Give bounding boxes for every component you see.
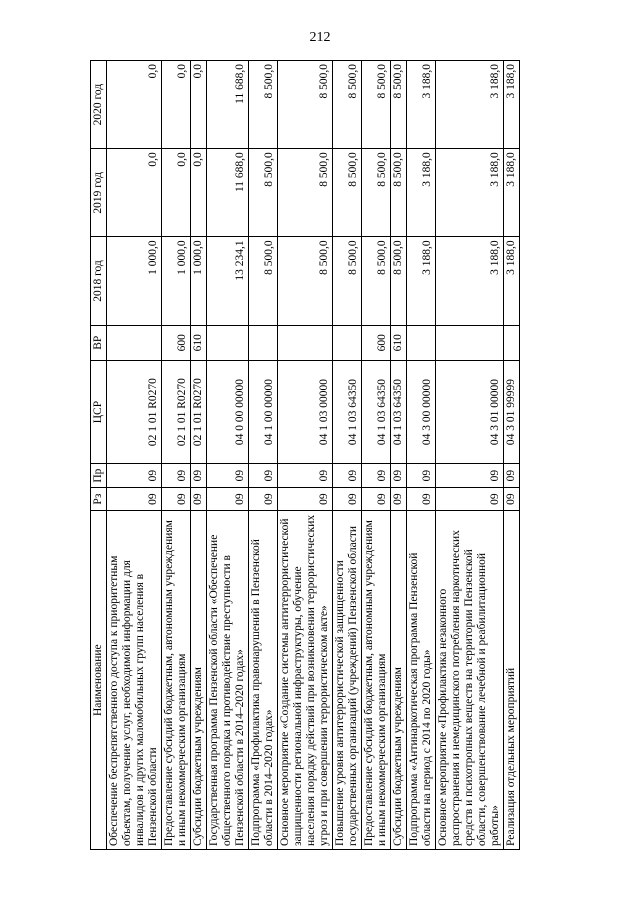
cell-rz: 09 — [391, 487, 407, 511]
cell-name: Субсидии бюджетным учреждениям — [191, 511, 207, 850]
cell-2018: 3 188,0 — [436, 237, 504, 325]
cell-csr: 04 1 03 64350 — [391, 360, 407, 463]
cell-vr: 600 — [362, 325, 391, 360]
cell-name: Обеспечение беспрепятственного доступа к приоритетным объектам, получение услуг, необходимой информации для инвалидов и других маломобильных групп населения в Пензенской области — [107, 511, 162, 850]
cell-2019: 0,0 — [107, 149, 162, 237]
cell-vr — [107, 325, 162, 360]
header-rz: Рз — [91, 487, 107, 511]
table-header-row — [91, 61, 107, 850]
cell-2018: 8 500,0 — [249, 237, 278, 325]
cell-2018: 13 234,1 — [207, 237, 249, 325]
table-row — [107, 61, 162, 850]
header-csr: ЦСР — [91, 360, 107, 463]
header-2019: 2019 год — [91, 149, 107, 237]
cell-2020: 8 500,0 — [333, 61, 362, 149]
cell-name: Государственная программа Пензенской области «Обеспечение общественного порядка и противодействие преступности в Пензенской области в 2014–2020 годах» — [207, 511, 249, 850]
table-row — [436, 61, 504, 850]
cell-rz: 09 — [362, 487, 391, 511]
cell-csr: 04 0 00 00000 — [207, 360, 249, 463]
cell-2019: 8 500,0 — [391, 149, 407, 237]
cell-vr — [407, 325, 436, 360]
cell-pr: 09 — [191, 464, 207, 488]
table-row — [407, 61, 436, 850]
page-number: 212 — [309, 30, 331, 45]
header-pr: Пр — [91, 464, 107, 488]
cell-name: Реализация отдельных мероприятий — [504, 511, 520, 850]
cell-csr: 04 1 03 64350 — [333, 360, 362, 463]
cell-2020: 3 188,0 — [407, 61, 436, 149]
table-row — [391, 61, 407, 850]
cell-rz: 09 — [436, 487, 504, 511]
cell-2018: 8 500,0 — [333, 237, 362, 325]
cell-2018: 8 500,0 — [362, 237, 391, 325]
cell-vr: 610 — [391, 325, 407, 360]
cell-2020: 8 500,0 — [278, 61, 333, 149]
cell-2019: 8 500,0 — [333, 149, 362, 237]
cell-rz: 09 — [191, 487, 207, 511]
header-vr: ВР — [91, 325, 107, 360]
cell-vr — [207, 325, 249, 360]
cell-rz: 09 — [162, 487, 191, 511]
cell-2020: 8 500,0 — [249, 61, 278, 149]
cell-csr: 02 1 01 R0270 — [107, 360, 162, 463]
cell-pr: 09 — [504, 464, 520, 488]
cell-2019: 8 500,0 — [249, 149, 278, 237]
cell-csr: 04 3 01 00000 — [436, 360, 504, 463]
table-row — [362, 61, 391, 850]
header-name: Наименование — [91, 511, 107, 850]
cell-2018: 1 000,0 — [191, 237, 207, 325]
cell-rz: 09 — [333, 487, 362, 511]
cell-pr: 09 — [249, 464, 278, 488]
cell-2019: 3 188,0 — [407, 149, 436, 237]
cell-2019: 11 688,0 — [207, 149, 249, 237]
cell-pr: 09 — [391, 464, 407, 488]
cell-2020: 8 500,0 — [391, 61, 407, 149]
cell-rz: 09 — [278, 487, 333, 511]
cell-rz: 09 — [107, 487, 162, 511]
cell-name: Подпрограмма «Профилактика правонарушений в Пензенской области в 2014–2020 годах» — [249, 511, 278, 850]
cell-vr — [333, 325, 362, 360]
cell-2019: 3 188,0 — [504, 149, 520, 237]
table-row — [191, 61, 207, 850]
cell-2019: 0,0 — [191, 149, 207, 237]
cell-csr: 02 1 01 R0270 — [191, 360, 207, 463]
cell-2019: 3 188,0 — [436, 149, 504, 237]
cell-2020: 3 188,0 — [504, 61, 520, 149]
cell-csr: 02 1 01 R0270 — [162, 360, 191, 463]
cell-csr: 04 1 03 00000 — [278, 360, 333, 463]
cell-rz: 09 — [407, 487, 436, 511]
cell-rz: 09 — [207, 487, 249, 511]
cell-name: Основное мероприятие «Профилактика незаконного распространения и немедицинского потребления наркотических средств и психотропных веществ на территории Пензенской области, совершенствование лечебной и реабилитационной работы» — [436, 511, 504, 850]
cell-pr: 09 — [107, 464, 162, 488]
table-row — [278, 61, 333, 850]
cell-2019: 8 500,0 — [278, 149, 333, 237]
cell-name: Основное мероприятие «Создание системы антитеррористической защищенности региональной инфраструктуры, обучение населения порядку действий при возникновении террористических угроз и при совершении террористическом акте» — [278, 511, 333, 850]
cell-2020: 0,0 — [191, 61, 207, 149]
cell-2019: 0,0 — [162, 149, 191, 237]
budget-table — [90, 60, 520, 850]
cell-2019: 8 500,0 — [362, 149, 391, 237]
cell-pr: 09 — [333, 464, 362, 488]
header-2020: 2020 год — [91, 61, 107, 149]
cell-name: Субсидии бюджетным учреждениям — [391, 511, 407, 850]
cell-vr — [249, 325, 278, 360]
cell-2020: 3 188,0 — [436, 61, 504, 149]
cell-2018: 3 188,0 — [504, 237, 520, 325]
cell-csr: 04 3 00 00000 — [407, 360, 436, 463]
cell-name: Предоставление субсидий бюджетным, автономным учреждениям и иным некоммерческим организациям — [162, 511, 191, 850]
cell-2018: 8 500,0 — [278, 237, 333, 325]
cell-csr: 04 3 01 99999 — [504, 360, 520, 463]
cell-pr: 09 — [407, 464, 436, 488]
cell-vr: 600 — [162, 325, 191, 360]
table-row — [333, 61, 362, 850]
cell-pr: 09 — [207, 464, 249, 488]
table-row — [504, 61, 520, 850]
table-row — [249, 61, 278, 850]
cell-vr — [436, 325, 504, 360]
cell-2020: 8 500,0 — [362, 61, 391, 149]
cell-2020: 11 688,0 — [207, 61, 249, 149]
table-row — [207, 61, 249, 850]
cell-2018: 1 000,0 — [107, 237, 162, 325]
rotated-table-container — [90, 60, 555, 850]
cell-name: Предоставление субсидий бюджетным, автономным учреждениям и иным некоммерческим организациям — [362, 511, 391, 850]
cell-rz: 09 — [504, 487, 520, 511]
cell-pr: 09 — [436, 464, 504, 488]
cell-rz: 09 — [249, 487, 278, 511]
cell-2018: 3 188,0 — [407, 237, 436, 325]
cell-csr: 04 1 03 64350 — [362, 360, 391, 463]
cell-vr: 610 — [191, 325, 207, 360]
cell-2020: 0,0 — [162, 61, 191, 149]
table-row — [162, 61, 191, 850]
cell-2018: 8 500,0 — [391, 237, 407, 325]
cell-pr: 09 — [162, 464, 191, 488]
cell-name: Повышение уровня антитеррористической защищенности государственных организаций (учреждений) Пензенской области — [333, 511, 362, 850]
cell-vr — [504, 325, 520, 360]
header-2018: 2018 год — [91, 237, 107, 325]
cell-pr: 09 — [278, 464, 333, 488]
cell-vr — [278, 325, 333, 360]
cell-pr: 09 — [362, 464, 391, 488]
cell-2018: 1 000,0 — [162, 237, 191, 325]
cell-name: Подпрограмма «Антинаркотическая программа Пензенской области на период с 2014 по 2020 годы» — [407, 511, 436, 850]
cell-csr: 04 1 00 00000 — [249, 360, 278, 463]
cell-2020: 0,0 — [107, 61, 162, 149]
